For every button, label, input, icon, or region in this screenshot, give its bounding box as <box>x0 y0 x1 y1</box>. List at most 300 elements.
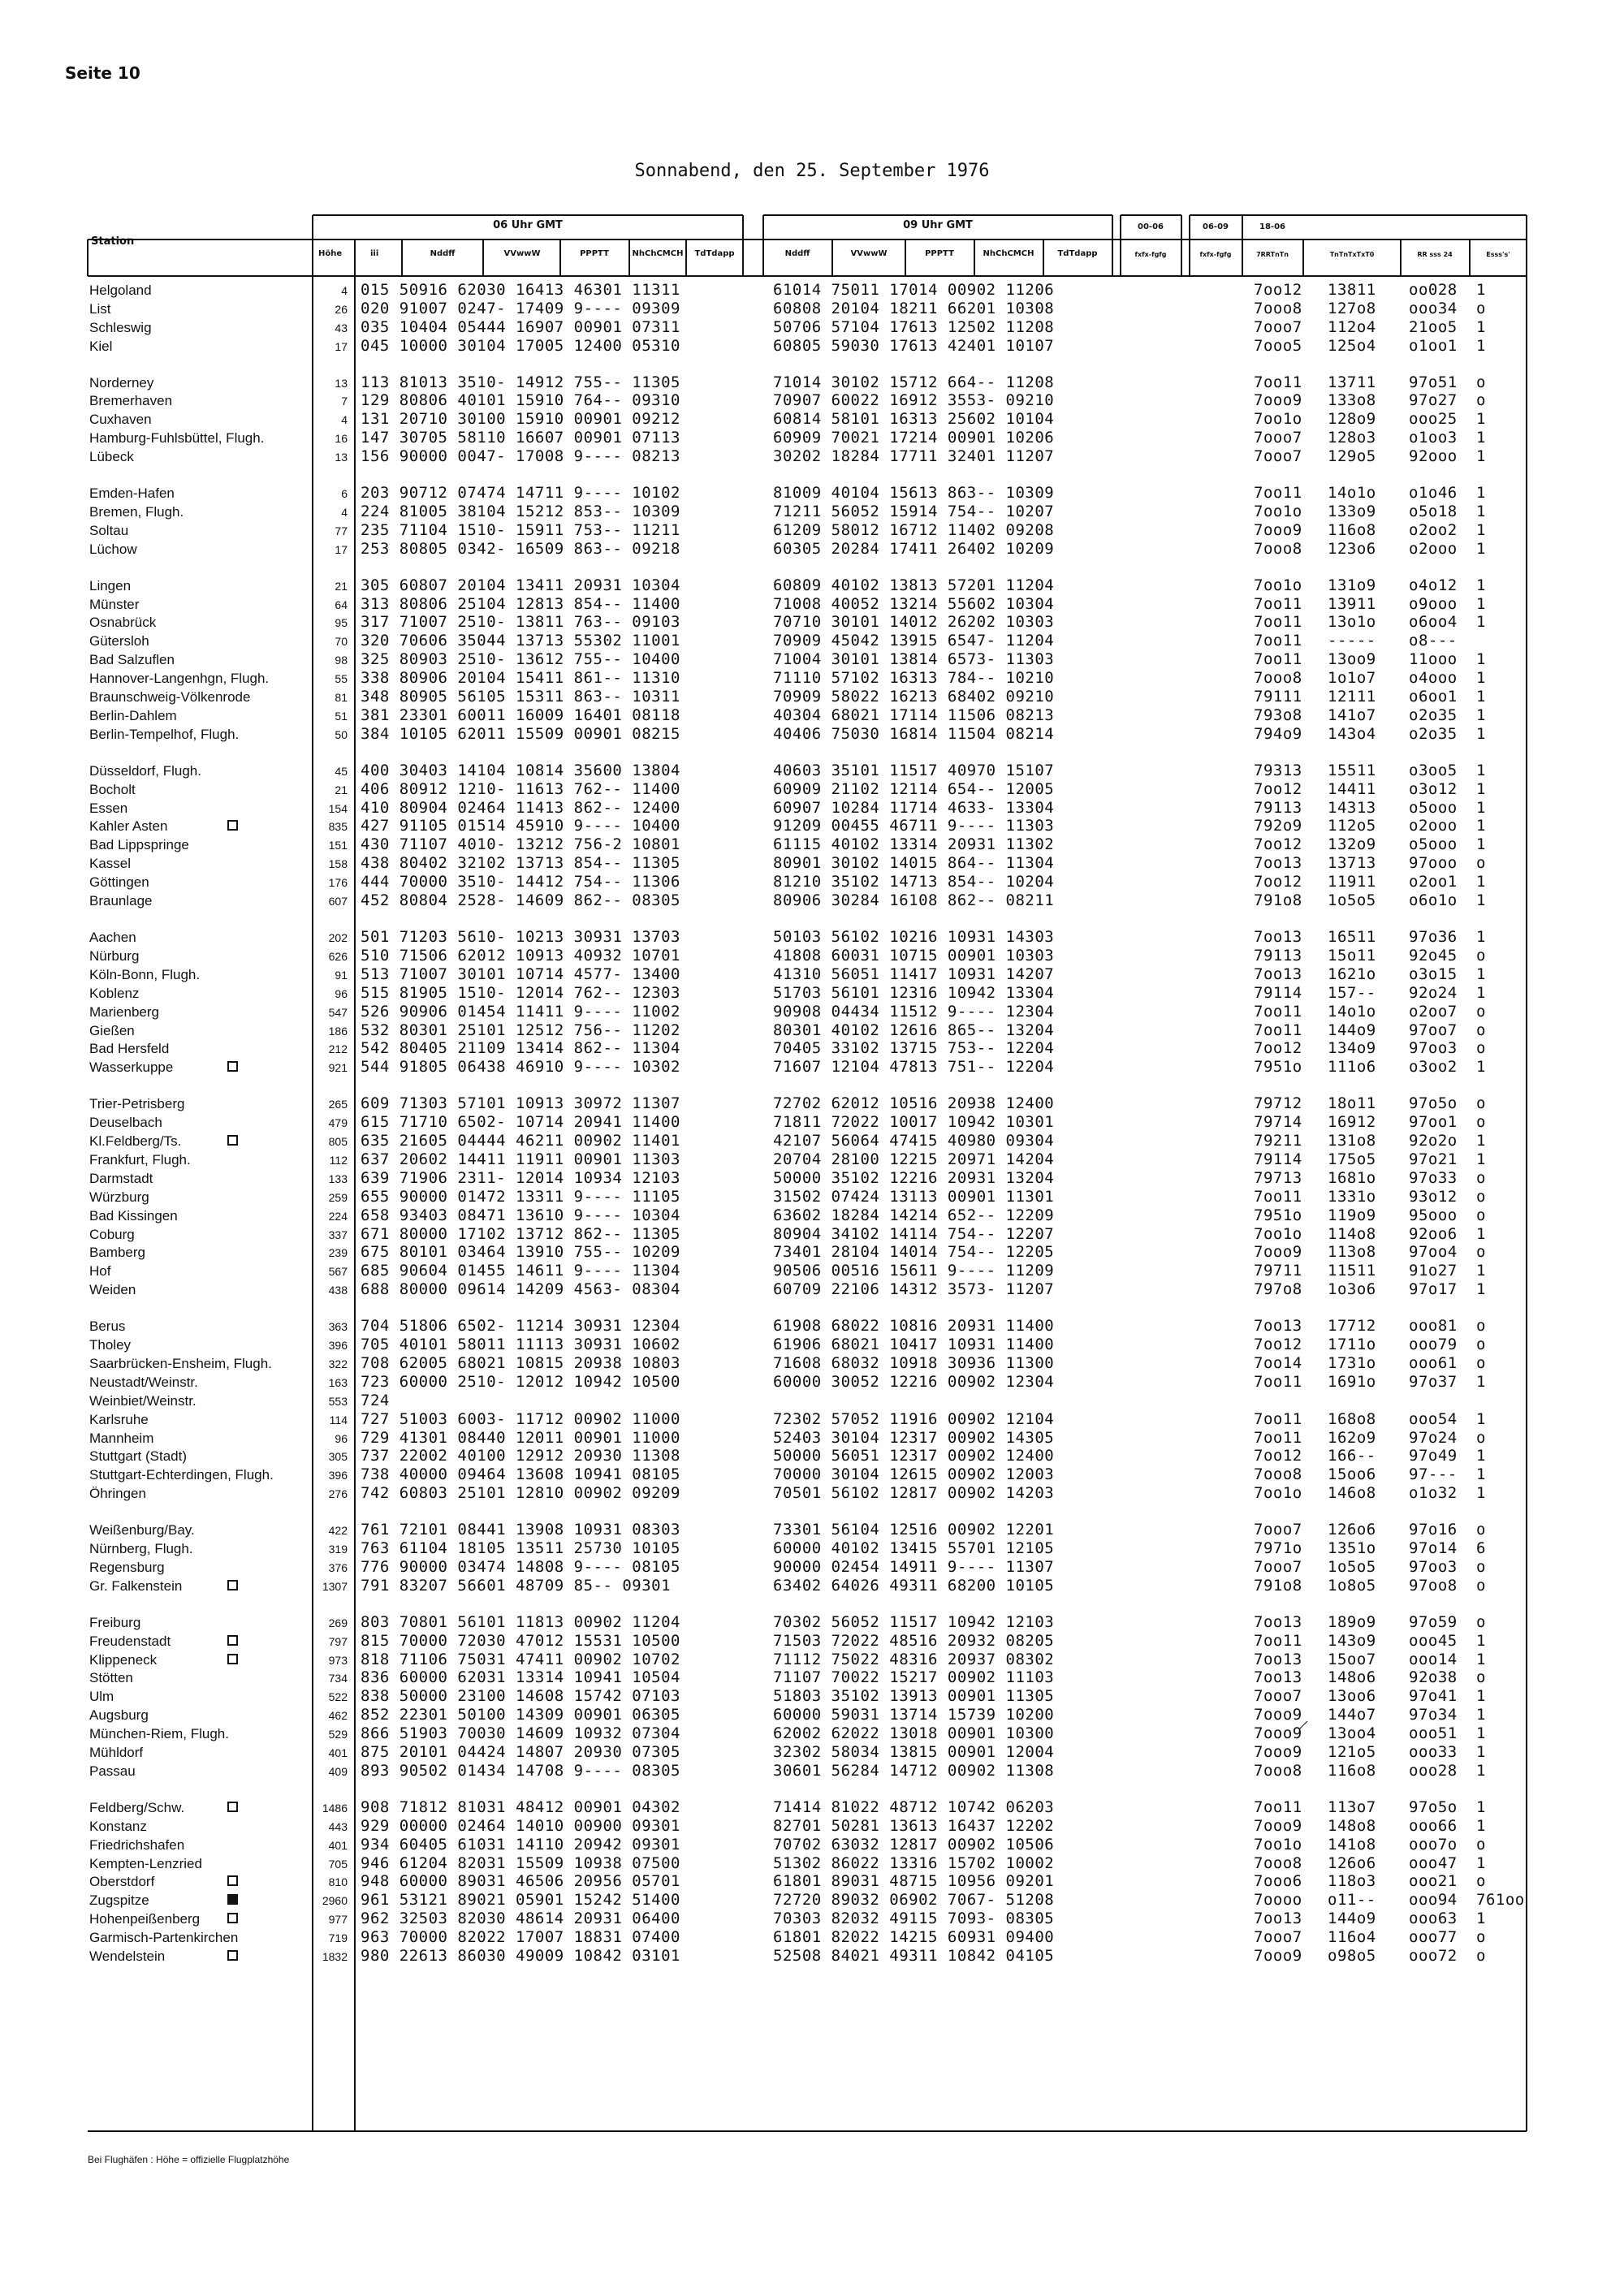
extra-group-4: 1 <box>1476 1632 1486 1650</box>
extra-group-2: 14o1o <box>1328 484 1376 502</box>
extra-group-3: 92o45 <box>1409 947 1458 965</box>
station-height: 154 <box>328 802 348 815</box>
obs-09-group: 71014 30102 15712 664-- 11208 <box>773 373 1055 391</box>
station-height: 269 <box>328 1616 348 1629</box>
extra-group-3: 97oo3 <box>1409 1558 1458 1576</box>
extra-group-1: 7oo11 <box>1254 1373 1302 1391</box>
station-height: 567 <box>328 1265 348 1278</box>
obs-06-group: 501 71203 5610- 10213 30931 13703 <box>361 928 680 946</box>
square-icon <box>227 1875 238 1886</box>
station-name: Emden-Hafen <box>89 486 175 501</box>
extra-group-3: ooo81 <box>1409 1317 1458 1335</box>
extra-group-1: 79313 <box>1254 762 1302 779</box>
obs-09-group: 70909 45042 13915 6547- 11204 <box>773 632 1055 650</box>
extra-group-2: 143o9 <box>1328 1632 1376 1650</box>
extra-group-3: 97oo7 <box>1409 1021 1458 1039</box>
extra-group-4: 1 <box>1476 965 1486 983</box>
station-name: Norderney <box>89 375 154 391</box>
station-height: 16 <box>335 432 348 445</box>
station-name: Trier-Petrisberg <box>89 1096 185 1111</box>
extra-group-1: 7oo13 <box>1254 1651 1302 1668</box>
obs-09-group: 71004 30101 13814 6573- 11303 <box>773 650 1055 668</box>
extra-group-1: 7oo12 <box>1254 835 1302 853</box>
extra-group-3: o1oo3 <box>1409 429 1458 447</box>
extra-group-4: o <box>1476 1206 1486 1224</box>
header-extra-col: Esss's' <box>1486 251 1510 258</box>
table-row <box>0 1392 1624 1409</box>
station-height: 186 <box>328 1025 348 1038</box>
extra-group-3: 97oo3 <box>1409 1039 1458 1057</box>
header-station: Station <box>91 235 135 248</box>
extra-group-2: 119o9 <box>1328 1206 1376 1224</box>
extra-group-2: 111o6 <box>1328 1058 1376 1076</box>
extra-group-1: 7ooo7 <box>1254 1521 1302 1539</box>
obs-06-group: 963 70000 82022 17007 18831 07400 <box>361 1928 680 1946</box>
obs-09-group: 60000 30052 12216 00902 12304 <box>773 1373 1055 1391</box>
obs-09-group: 90506 00516 15611 9---- 11209 <box>773 1262 1055 1280</box>
table-row <box>0 613 1624 631</box>
station-height: 607 <box>328 895 348 908</box>
obs-06-group: 020 91007 0247- 17409 9---- 09309 <box>361 300 680 317</box>
extra-group-2: 1351o <box>1328 1539 1376 1557</box>
station-name: Feldberg/Schw. <box>89 1800 185 1815</box>
extra-group-4: 1 <box>1476 1724 1486 1742</box>
station-name: Wasserkuppe <box>89 1060 174 1075</box>
extra-group-1: 7ooo9 <box>1254 1947 1302 1965</box>
extra-group-1: 7ooo8 <box>1254 300 1302 317</box>
station-name: München-Riem, Flugh. <box>89 1726 229 1741</box>
extra-group-3: ooo14 <box>1409 1651 1458 1668</box>
filled-square-icon <box>227 1894 238 1905</box>
obs-09-group: 61115 40102 13314 20931 11302 <box>773 835 1055 853</box>
obs-06-group: 637 20602 14411 11911 00901 11303 <box>361 1150 680 1168</box>
obs-06-group: 452 80804 2528- 14609 862-- 08305 <box>361 891 680 909</box>
extra-group-4: 1 <box>1476 540 1486 558</box>
station-height: 133 <box>328 1172 348 1185</box>
extra-group-2: 1681o <box>1328 1169 1376 1187</box>
station-name: Kempten-Lenzried <box>89 1856 202 1871</box>
station-name: Gütersloh <box>89 633 149 649</box>
extra-group-2: 13713 <box>1328 854 1376 872</box>
obs-09-group: 63402 64026 49311 68200 10105 <box>773 1577 1055 1595</box>
extra-group-2: 1o5o5 <box>1328 1558 1376 1576</box>
table-row <box>0 854 1624 872</box>
extra-group-4: 6 <box>1476 1539 1486 1557</box>
station-height: 176 <box>328 876 348 889</box>
station-name: Saarbrücken-Ensheim, Flugh. <box>89 1356 272 1371</box>
extra-group-3: 97o36 <box>1409 928 1458 946</box>
table-row <box>0 725 1624 743</box>
station-name: Wendelstein <box>89 1949 166 1964</box>
header-09-col: VVwwW <box>850 249 888 258</box>
table-row <box>0 1484 1624 1502</box>
extra-group-3: 11ooo <box>1409 650 1458 668</box>
table-row <box>0 1113 1624 1131</box>
station-height: 734 <box>328 1672 348 1685</box>
obs-06-group: 705 40101 58011 11113 30931 10602 <box>361 1336 680 1353</box>
table-row <box>0 521 1624 539</box>
extra-group-2: 131o9 <box>1328 576 1376 594</box>
obs-09-group: 82701 50281 13613 16437 12202 <box>773 1817 1055 1835</box>
station-height: 337 <box>328 1228 348 1241</box>
extra-group-2: 14o1o <box>1328 1003 1376 1021</box>
station-name: Tholey <box>89 1337 132 1353</box>
extra-group-1: 7ooo9 <box>1254 1817 1302 1835</box>
table-row <box>0 373 1624 391</box>
obs-09-group: 90000 02454 14911 9---- 11307 <box>773 1558 1055 1576</box>
table-row <box>0 1447 1624 1465</box>
footnote: Bei Flughäfen : Höhe = offizielle Flugplatzhöhe <box>88 2154 290 2165</box>
extra-group-2: 125o4 <box>1328 337 1376 355</box>
extra-group-4: 1 <box>1476 613 1486 631</box>
extra-group-3: o1o32 <box>1409 1484 1458 1502</box>
header-09-col: PPPTT <box>925 249 954 258</box>
obs-06-group: 253 80805 0342- 16509 863-- 09218 <box>361 540 680 558</box>
extra-group-3: 97o34 <box>1409 1706 1458 1724</box>
extra-group-4: o <box>1476 300 1486 317</box>
extra-group-3: ooo77 <box>1409 1928 1458 1946</box>
station-name: Hohenpeißenberg <box>89 1911 201 1927</box>
obs-09-group: 50000 56051 12317 00902 12400 <box>773 1447 1055 1465</box>
obs-09-group: 60809 40102 13813 57201 11204 <box>773 576 1055 594</box>
extra-group-2: 143o4 <box>1328 725 1376 743</box>
extra-group-4: 1 <box>1476 1687 1486 1705</box>
extra-group-2: 1o1o7 <box>1328 669 1376 687</box>
obs-06-group: 708 62005 68021 10815 20938 10803 <box>361 1354 680 1372</box>
station-name: Bamberg <box>89 1245 145 1260</box>
extra-group-3: 97oo8 <box>1409 1577 1458 1595</box>
table-row <box>0 429 1624 447</box>
square-icon <box>227 1913 238 1923</box>
station-height: 805 <box>328 1135 348 1148</box>
station-height: 114 <box>329 1413 348 1426</box>
obs-06-group: 615 71710 6502- 10714 20941 11400 <box>361 1113 680 1131</box>
station-name: Coburg <box>89 1227 135 1242</box>
obs-09-group: 70710 30101 14012 26202 10303 <box>773 613 1055 631</box>
station-height: 977 <box>328 1913 348 1926</box>
obs-09-group: 61209 58012 16712 11402 09208 <box>773 521 1055 539</box>
extra-group-1: 7oo14 <box>1254 1354 1302 1372</box>
obs-09-group: 80301 40102 12616 865-- 13204 <box>773 1021 1055 1039</box>
extra-group-3: o3oo5 <box>1409 762 1458 779</box>
obs-09-group: 60907 10284 11714 4633- 13304 <box>773 799 1055 817</box>
station-height: 705 <box>328 1858 348 1871</box>
header-period-00-06: 00-06 <box>1138 222 1164 231</box>
obs-06-group: 045 10000 30104 17005 12400 05310 <box>361 337 680 355</box>
extra-group-2: 113o7 <box>1328 1798 1376 1816</box>
extra-group-3: o2oo7 <box>1409 1003 1458 1021</box>
extra-group-2: 1331o <box>1328 1188 1376 1206</box>
station-name: Soltau <box>89 523 129 538</box>
extra-group-2: 13oo4 <box>1328 1724 1376 1742</box>
obs-06-group: 129 80806 40101 15910 764-- 09310 <box>361 391 680 409</box>
extra-group-3: ooo33 <box>1409 1743 1458 1761</box>
obs-09-group: 31502 07424 13113 00901 11301 <box>773 1188 1055 1206</box>
extra-group-1: 7ooo5 <box>1254 337 1302 355</box>
extra-group-1: 7oo11 <box>1254 595 1302 613</box>
station-name: Freudenstadt <box>89 1634 171 1649</box>
extra-group-2: 13oo6 <box>1328 1687 1376 1705</box>
table-row <box>0 1188 1624 1206</box>
extra-group-4: 1 <box>1476 1817 1486 1835</box>
obs-09-group: 60808 20104 18211 66201 10308 <box>773 300 1055 317</box>
extra-group-1: 7971o <box>1254 1539 1302 1557</box>
extra-group-2: 148o8 <box>1328 1817 1376 1835</box>
extra-group-4: o <box>1476 1003 1486 1021</box>
obs-09-group: 20704 28100 12215 20971 14204 <box>773 1150 1055 1168</box>
extra-group-3: ooo47 <box>1409 1854 1458 1872</box>
obs-06-group: 776 90000 03474 14808 9---- 08105 <box>361 1558 680 1576</box>
extra-group-1: 7oo13 <box>1254 965 1302 983</box>
extra-group-4: 1 <box>1476 928 1486 946</box>
extra-group-4: o <box>1476 1354 1486 1372</box>
station-name: Bad Salzuflen <box>89 652 175 667</box>
extra-group-4: 1 <box>1476 1484 1486 1502</box>
table-row <box>0 1577 1624 1595</box>
extra-group-4: o <box>1476 1039 1486 1057</box>
extra-group-3: ooo54 <box>1409 1410 1458 1428</box>
extra-group-3: 97o17 <box>1409 1280 1458 1298</box>
station-height: 112 <box>329 1154 348 1167</box>
obs-09-group: 71110 57102 16313 784-- 10210 <box>773 669 1055 687</box>
table-row <box>0 1798 1624 1816</box>
extra-group-1: 7oo12 <box>1254 780 1302 798</box>
extra-group-3: 97oo4 <box>1409 1243 1458 1261</box>
extra-group-4: 1 <box>1476 780 1486 798</box>
extra-group-1: 7ooo7 <box>1254 1928 1302 1946</box>
header-06-col: VVwwW <box>503 249 541 258</box>
extra-group-4: 1 <box>1476 1225 1486 1243</box>
obs-09-group: 50000 35102 12216 20931 13204 <box>773 1169 1055 1187</box>
extra-group-2: 126o6 <box>1328 1521 1376 1539</box>
extra-group-2: 116o4 <box>1328 1928 1376 1946</box>
obs-06-group: 635 21605 04444 46211 00902 11401 <box>361 1132 680 1150</box>
obs-06-group: 113 81013 3510- 14912 755-- 11305 <box>361 373 680 391</box>
extra-group-3: o6oo4 <box>1409 613 1458 631</box>
extra-group-1: 79114 <box>1254 984 1302 1002</box>
table-row <box>0 947 1624 965</box>
header-extra-col: TnTnTxTxT0 <box>1329 251 1375 258</box>
extra-group-2: 141o7 <box>1328 706 1376 724</box>
square-icon <box>227 1061 238 1072</box>
extra-group-2: 15511 <box>1328 762 1376 779</box>
obs-06-group: 015 50916 62030 16413 46301 11311 <box>361 281 680 299</box>
obs-06-group: 400 30403 14104 10814 35600 13804 <box>361 762 680 779</box>
obs-06-group: 510 71506 62012 10913 40932 10701 <box>361 947 680 965</box>
header-06-col: Nddff <box>430 249 456 258</box>
station-height: 21 <box>335 580 348 593</box>
extra-group-3: o5o18 <box>1409 503 1458 520</box>
station-height: 973 <box>328 1654 348 1667</box>
extra-group-1: 791o8 <box>1254 891 1302 909</box>
obs-09-group: 61906 68021 10417 10931 11400 <box>773 1336 1055 1353</box>
obs-09-group: 42107 56064 47415 40980 09304 <box>773 1132 1055 1150</box>
extra-group-3: o4o12 <box>1409 576 1458 594</box>
extra-group-1: 7951o <box>1254 1058 1302 1076</box>
obs-06-group: 742 60803 25101 12810 00902 09209 <box>361 1484 680 1502</box>
extra-group-4: o <box>1476 1169 1486 1187</box>
extra-group-4: 1 <box>1476 669 1486 687</box>
station-name: Frankfurt, Flugh. <box>89 1152 191 1167</box>
station-name: Mühldorf <box>89 1745 144 1760</box>
extra-group-1: 7oo1o <box>1254 503 1302 520</box>
station-name: Weinbiet/Weinstr. <box>89 1393 197 1409</box>
obs-06-group: 675 80101 03464 13910 755-- 10209 <box>361 1243 680 1261</box>
obs-06-group: 235 71104 1510- 15911 753-- 11211 <box>361 521 680 539</box>
station-height: 797 <box>328 1635 348 1648</box>
extra-group-2: 1711o <box>1328 1336 1376 1353</box>
extra-group-1: 7ooo8 <box>1254 540 1302 558</box>
station-name: Bremen, Flugh. <box>89 504 184 520</box>
table-row <box>0 1743 1624 1761</box>
extra-group-3: ooo45 <box>1409 1632 1458 1650</box>
station-name: Oberstdorf <box>89 1874 155 1889</box>
extra-group-3: o8--- <box>1409 632 1458 650</box>
extra-group-2: 13711 <box>1328 373 1376 391</box>
station-height: 422 <box>328 1524 348 1537</box>
table-row <box>0 447 1624 465</box>
obs-06-group: 325 80903 2510- 13612 755-- 10400 <box>361 650 680 668</box>
obs-09-group: 60709 22106 14312 3573- 11207 <box>773 1280 1055 1298</box>
station-name: Bad Kissingen <box>89 1208 178 1224</box>
extra-group-3: 92ooo <box>1409 447 1458 465</box>
extra-group-4: o <box>1476 1668 1486 1686</box>
obs-09-group: 70702 63032 12817 00902 10506 <box>773 1836 1055 1854</box>
station-height: 158 <box>328 857 348 870</box>
extra-group-3: 92oo6 <box>1409 1225 1458 1243</box>
obs-09-group: 32302 58034 13815 00901 12004 <box>773 1743 1055 1761</box>
obs-06-group: 671 80000 17102 13712 862-- 11305 <box>361 1225 680 1243</box>
obs-09-group: 73301 56104 12516 00902 12201 <box>773 1521 1055 1539</box>
extra-group-3: o1o46 <box>1409 484 1458 502</box>
obs-06-group: 948 60000 89031 46506 20956 05701 <box>361 1872 680 1890</box>
obs-09-group: 71607 12104 47813 751-- 12204 <box>773 1058 1055 1076</box>
extra-group-2: 116o8 <box>1328 1762 1376 1780</box>
obs-06-group: 410 80904 02464 11413 862-- 12400 <box>361 799 680 817</box>
station-name: Göttingen <box>89 874 149 890</box>
obs-09-group: 50103 56102 10216 10931 14303 <box>773 928 1055 946</box>
station-name: Bremerhaven <box>89 393 173 408</box>
obs-06-group: 338 80906 20104 15411 861-- 11310 <box>361 669 680 687</box>
extra-group-4: 1 <box>1476 984 1486 1002</box>
table-row <box>0 817 1624 835</box>
extra-group-2: 1621o <box>1328 965 1376 983</box>
table-row <box>0 1039 1624 1057</box>
station-height: 547 <box>328 1006 348 1019</box>
extra-group-1: 7oo11 <box>1254 1003 1302 1021</box>
table-row <box>0 1280 1624 1298</box>
obs-06-group: 430 71107 4010- 13212 756-2 10801 <box>361 835 680 853</box>
table-row <box>0 835 1624 853</box>
table-row <box>0 1003 1624 1021</box>
station-name: Zugspitze <box>89 1892 149 1908</box>
station-height: 77 <box>335 524 348 537</box>
extra-group-4: 1 <box>1476 318 1486 336</box>
extra-group-4: 1 <box>1476 1132 1486 1150</box>
table-row <box>0 1354 1624 1372</box>
table-row <box>0 891 1624 909</box>
station-height: 4 <box>341 506 348 519</box>
extra-group-2: 112o4 <box>1328 318 1376 336</box>
station-name: List <box>89 301 111 317</box>
extra-group-3: ooo72 <box>1409 1947 1458 1965</box>
extra-group-1: 7oo1o <box>1254 1484 1302 1502</box>
station-height: 835 <box>328 820 348 833</box>
extra-group-4: o <box>1476 1336 1486 1353</box>
extra-group-3: 97ooo <box>1409 854 1458 872</box>
obs-09-group: 40603 35101 11517 40970 15107 <box>773 762 1055 779</box>
obs-09-group: 40304 68021 17114 11506 08213 <box>773 706 1055 724</box>
header-period-18-06: 18-06 <box>1259 222 1285 231</box>
extra-group-1: 79211 <box>1254 1132 1302 1150</box>
table-row <box>0 1429 1624 1447</box>
station-name: Gießen <box>89 1023 135 1038</box>
extra-group-2: 118o3 <box>1328 1872 1376 1890</box>
table-row <box>0 688 1624 706</box>
obs-06-group: 406 80912 1210- 11613 762-- 11400 <box>361 780 680 798</box>
obs-09-group: 70501 56102 12817 00902 14203 <box>773 1484 1055 1502</box>
obs-06-group: 156 90000 0047- 17008 9---- 08213 <box>361 447 680 465</box>
extra-group-3: o2ooo <box>1409 540 1458 558</box>
station-height: 239 <box>328 1246 348 1259</box>
obs-06-group: 348 80905 56105 15311 863-- 10311 <box>361 688 680 706</box>
extra-group-1: 79113 <box>1254 799 1302 817</box>
extra-group-3: o9ooo <box>1409 595 1458 613</box>
extra-group-1: 79712 <box>1254 1094 1302 1112</box>
extra-group-2: 18o11 <box>1328 1094 1376 1112</box>
header-gust-col: fxfx-fgfg <box>1199 251 1232 258</box>
extra-group-1: 7oo1o <box>1254 576 1302 594</box>
extra-group-1: 7ooo9 <box>1254 1724 1302 1742</box>
table-row <box>0 1317 1624 1335</box>
table-row <box>0 410 1624 428</box>
extra-group-2: 112o5 <box>1328 817 1376 835</box>
extra-group-1: 79711 <box>1254 1262 1302 1280</box>
extra-group-1: 7ooo7 <box>1254 447 1302 465</box>
obs-06-group: 384 10105 62011 15509 00901 08215 <box>361 725 680 743</box>
extra-group-2: 13o1o <box>1328 613 1376 631</box>
station-height: 17 <box>335 340 348 353</box>
table-row <box>0 1632 1624 1650</box>
obs-06-group: 729 41301 08440 12011 00901 11000 <box>361 1429 680 1447</box>
square-icon <box>227 1802 238 1812</box>
table-row <box>0 540 1624 558</box>
header-09-gmt: 09 Uhr GMT <box>903 219 973 231</box>
station-height: 401 <box>328 1839 348 1852</box>
extra-group-1: 7oo11 <box>1254 1632 1302 1650</box>
extra-group-2: 13911 <box>1328 595 1376 613</box>
station-name: Stuttgart-Echterdingen, Flugh. <box>89 1467 274 1482</box>
obs-06-group: 761 72101 08441 13908 10931 08303 <box>361 1521 680 1539</box>
obs-06-group: 815 70000 72030 47012 15531 10500 <box>361 1632 680 1650</box>
station-name: Hannover-Langenhgn, Flugh. <box>89 671 270 686</box>
table-row <box>0 1910 1624 1927</box>
obs-06-group: 980 22613 86030 49009 10842 03101 <box>361 1947 680 1965</box>
obs-06-group: 704 51806 6502- 11214 30931 12304 <box>361 1317 680 1335</box>
extra-group-1: 7ooo7 <box>1254 318 1302 336</box>
extra-group-3: o6o1o <box>1409 891 1458 909</box>
extra-group-2: 15oo7 <box>1328 1651 1376 1668</box>
obs-09-group: 71503 72022 48516 20932 08205 <box>773 1632 1055 1650</box>
extra-group-4: o <box>1476 947 1486 965</box>
station-height: 443 <box>328 1820 348 1833</box>
station-name: Karlsruhe <box>89 1412 149 1427</box>
extra-group-4: o <box>1476 373 1486 391</box>
extra-group-4: 761oo <box>1476 1891 1525 1909</box>
obs-06-group: 908 71812 81031 48412 00901 04302 <box>361 1798 680 1816</box>
obs-09-group: 61801 82022 14215 60931 09400 <box>773 1928 1055 1946</box>
obs-09-group: 51703 56101 12316 10942 13304 <box>773 984 1055 1002</box>
